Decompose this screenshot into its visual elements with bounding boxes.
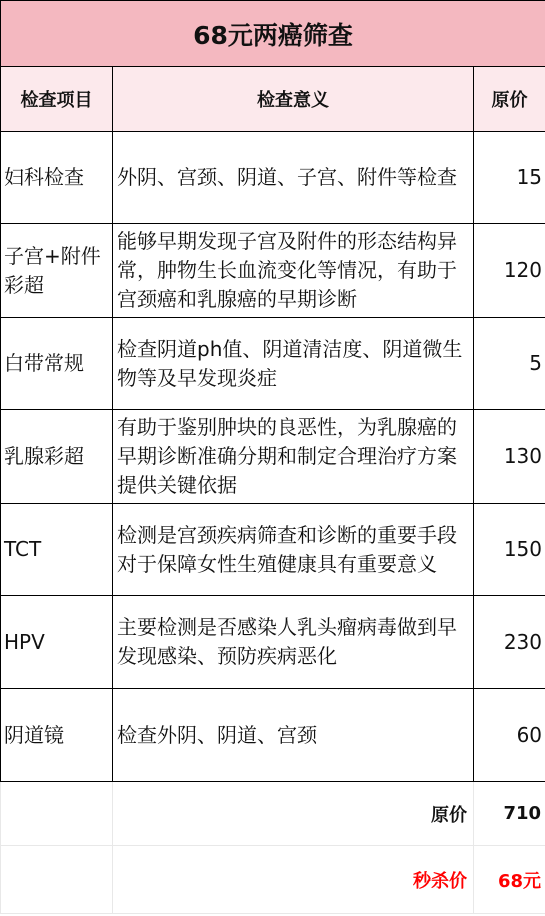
item-meaning: 外阴、宫颈、阴道、子宫、附件等检查 xyxy=(113,132,474,224)
item-name: 妇科检查 xyxy=(1,132,113,224)
item-price: 60 xyxy=(474,689,545,782)
empty-cell xyxy=(1,846,113,914)
table-row xyxy=(1,132,545,224)
table-row xyxy=(1,224,545,318)
item-meaning: 检测是宫颈疾病筛查和诊断的重要手段对于保障女性生殖健康具有重要意义 xyxy=(113,504,474,596)
sale-price-value: 68元 xyxy=(474,846,545,914)
original-price-label: 原价 xyxy=(113,782,474,846)
header-meaning: 检查意义 xyxy=(113,67,474,132)
item-meaning: 主要检测是否感染人乳头瘤病毒做到早发现感染、预防疾病恶化 xyxy=(113,596,474,689)
item-price: 15 xyxy=(474,132,545,224)
empty-cell xyxy=(1,782,113,846)
item-meaning: 有助于鉴别肿块的良恶性，为乳腺癌的早期诊断准确分期和制定合理治疗方案提供关键依据 xyxy=(113,410,474,504)
item-meaning: 检查外阴、阴道、宫颈 xyxy=(113,689,474,782)
header-item: 检查项目 xyxy=(1,67,113,132)
table-row xyxy=(1,410,545,504)
table-row xyxy=(1,596,545,689)
table-row xyxy=(1,504,545,596)
page-title: 68元两癌筛查 xyxy=(1,1,545,67)
table-row xyxy=(1,689,545,782)
item-price: 5 xyxy=(474,318,545,410)
item-name: 白带常规 xyxy=(1,318,113,410)
sale-price-label: 秒杀价 xyxy=(113,846,474,914)
item-price: 130 xyxy=(474,410,545,504)
item-name: TCT xyxy=(1,504,113,596)
item-meaning: 能够早期发现子宫及附件的形态结构异常，肿物生长血流变化等情况，有助于宫颈癌和乳腺癌的早期诊断 xyxy=(113,224,474,318)
item-price: 230 xyxy=(474,596,545,689)
table-header-row xyxy=(1,67,545,132)
original-price-value: 710 xyxy=(474,782,545,846)
item-name: 子宫+附件彩超 xyxy=(1,224,113,318)
item-meaning: 检查阴道ph值、阴道清洁度、阴道微生物等及早发现炎症 xyxy=(113,318,474,410)
item-price: 120 xyxy=(474,224,545,318)
item-name: HPV xyxy=(1,596,113,689)
item-name: 乳腺彩超 xyxy=(1,410,113,504)
original-price-row xyxy=(1,782,545,846)
table-row xyxy=(1,318,545,410)
sale-price-row xyxy=(1,846,545,914)
item-name: 阴道镜 xyxy=(1,689,113,782)
item-price: 150 xyxy=(474,504,545,596)
header-price: 原价 xyxy=(474,67,545,132)
